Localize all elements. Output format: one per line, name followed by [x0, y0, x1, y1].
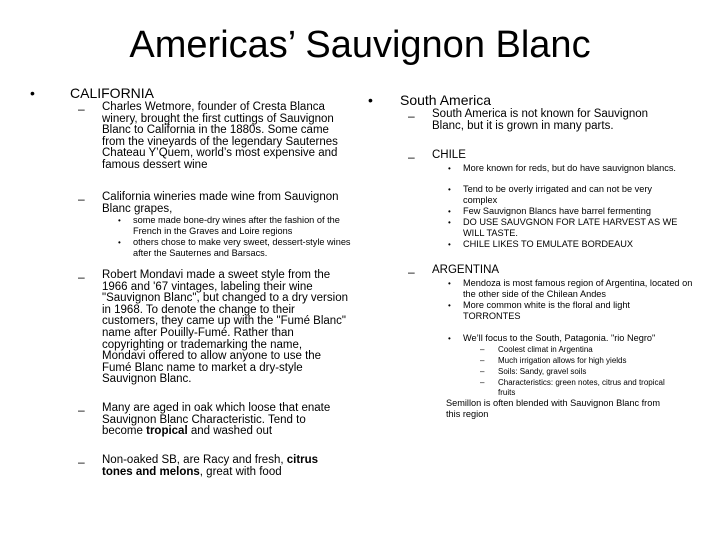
chile-label: CHILE [432, 149, 466, 161]
dash-marker: – [78, 102, 85, 116]
argentina-subpoint-2: Much irrigation allows for high yields [498, 356, 627, 365]
bullet-marker: • [448, 279, 451, 288]
chile-point-4: DO USE SAUVGNON FOR LATE HARVEST AS WE WILL TASTE. [463, 217, 678, 238]
argentina-point-2: More common white is the floral and light TORRONTES [463, 300, 630, 321]
dash-marker: – [78, 403, 85, 417]
bullet-marker: • [118, 216, 121, 225]
california-subitem-1: some made bone-dry wines after the fashion of the French in the Graves and Loire regions [133, 215, 340, 236]
dash-marker: – [408, 150, 415, 164]
bold-text: citrus tones and melons [102, 454, 319, 478]
california-item-2: California wineries made wine from Sauvignon Blanc grapes, [102, 191, 339, 215]
text-run: Many are aged in oak which loose that enate Sauvignon Blanc Characteristic. Tend to become [102, 402, 331, 438]
dash-marker: – [480, 356, 485, 365]
dash-marker: – [78, 192, 85, 206]
text-run: and washed out [187, 425, 273, 438]
california-item-1: Charles Wetmore, founder of Cresta Blanca winery, brought the first cuttings of Sauvignon Blanc to California in the 1880s. Some came from the vineyards of the legendary Sauternes Chateau Y’Quem, world’s most expensive and famous dessert wine [102, 101, 338, 171]
dash-marker: – [78, 270, 85, 284]
california-item-5 [102, 455, 342, 478]
dash-marker: – [408, 109, 415, 123]
argentina-subpoint-3: Soils: Sandy, gravel soils [498, 367, 587, 376]
chile-point-1: More known for reds, but do have sauvignon blancs. [463, 163, 676, 173]
california-subitem-2: others chose to make very sweet, dessert-style wines after the Sauternes and Barsacs. [133, 237, 351, 258]
slide-title: Americas’ Sauvignon Blanc [129, 24, 591, 66]
bullet-marker: • [368, 92, 373, 108]
dash-marker: – [480, 345, 485, 354]
argentina-point-1: Mendoza is most famous region of Argentina, located on the other side of the Chilean Andes [463, 278, 693, 299]
chile-point-5: CHILE LIKES TO EMULATE BORDEAUX [463, 239, 634, 249]
chile-point-3: Few Sauvignon Blancs have barrel fermenting [463, 206, 651, 216]
argentina-note: Semillon is often blended with Sauvignon Blanc from this region [446, 398, 660, 419]
dash-marker: – [408, 265, 415, 279]
argentina-subpoint-1: Coolest climat in Argentina [498, 345, 593, 354]
california-item-3: Robert Mondavi made a sweet style from the 1966 and '67 vintages, labeling their wine "Sauvignon Blanc", but changed to a dry version in 1968. To denote the change to their customers, they came up with the "Fumé Blanc" name after Pouilly-Fumé. Rather than copyrighting or trademarking the name, Mondavi offered to allow anyone to use the Fumé Blanc name to market a dry-style Sauvignon Blanc. [102, 269, 348, 386]
text-run: Non-oaked SB, are Racy and fresh, [102, 454, 287, 466]
bullet-marker: • [448, 207, 451, 216]
text-run: , great with food [199, 465, 282, 478]
california-item-4 [102, 403, 348, 438]
bullet-marker: • [30, 85, 35, 101]
bullet-marker: • [448, 334, 451, 343]
bullet-marker: • [448, 185, 451, 194]
chile-point-2: Tend to be overly irrigated and can not be very complex [463, 184, 652, 205]
dash-marker: – [480, 378, 485, 387]
bold-text: tropical [146, 425, 188, 438]
south-america-heading: South America [400, 92, 492, 108]
california-heading: CALIFORNIA [70, 85, 155, 101]
south-america-intro: South America is not known for Sauvignon Blanc, but it is grown in many parts. [432, 108, 649, 132]
argentina-label: ARGENTINA [432, 264, 500, 276]
dash-marker: – [480, 367, 485, 376]
argentina-subpoint-4: Characteristics: green notes, citrus and tropical fruits [498, 378, 665, 398]
bullet-marker: • [448, 301, 451, 310]
argentina-point-3: We’ll focus to the South, Patagonia. "rio Negro" [463, 333, 656, 343]
dash-marker: – [78, 455, 85, 469]
bullet-marker: • [448, 218, 451, 227]
bullet-marker: • [448, 164, 451, 173]
bullet-marker: • [448, 240, 451, 249]
bullet-marker: • [118, 238, 121, 247]
